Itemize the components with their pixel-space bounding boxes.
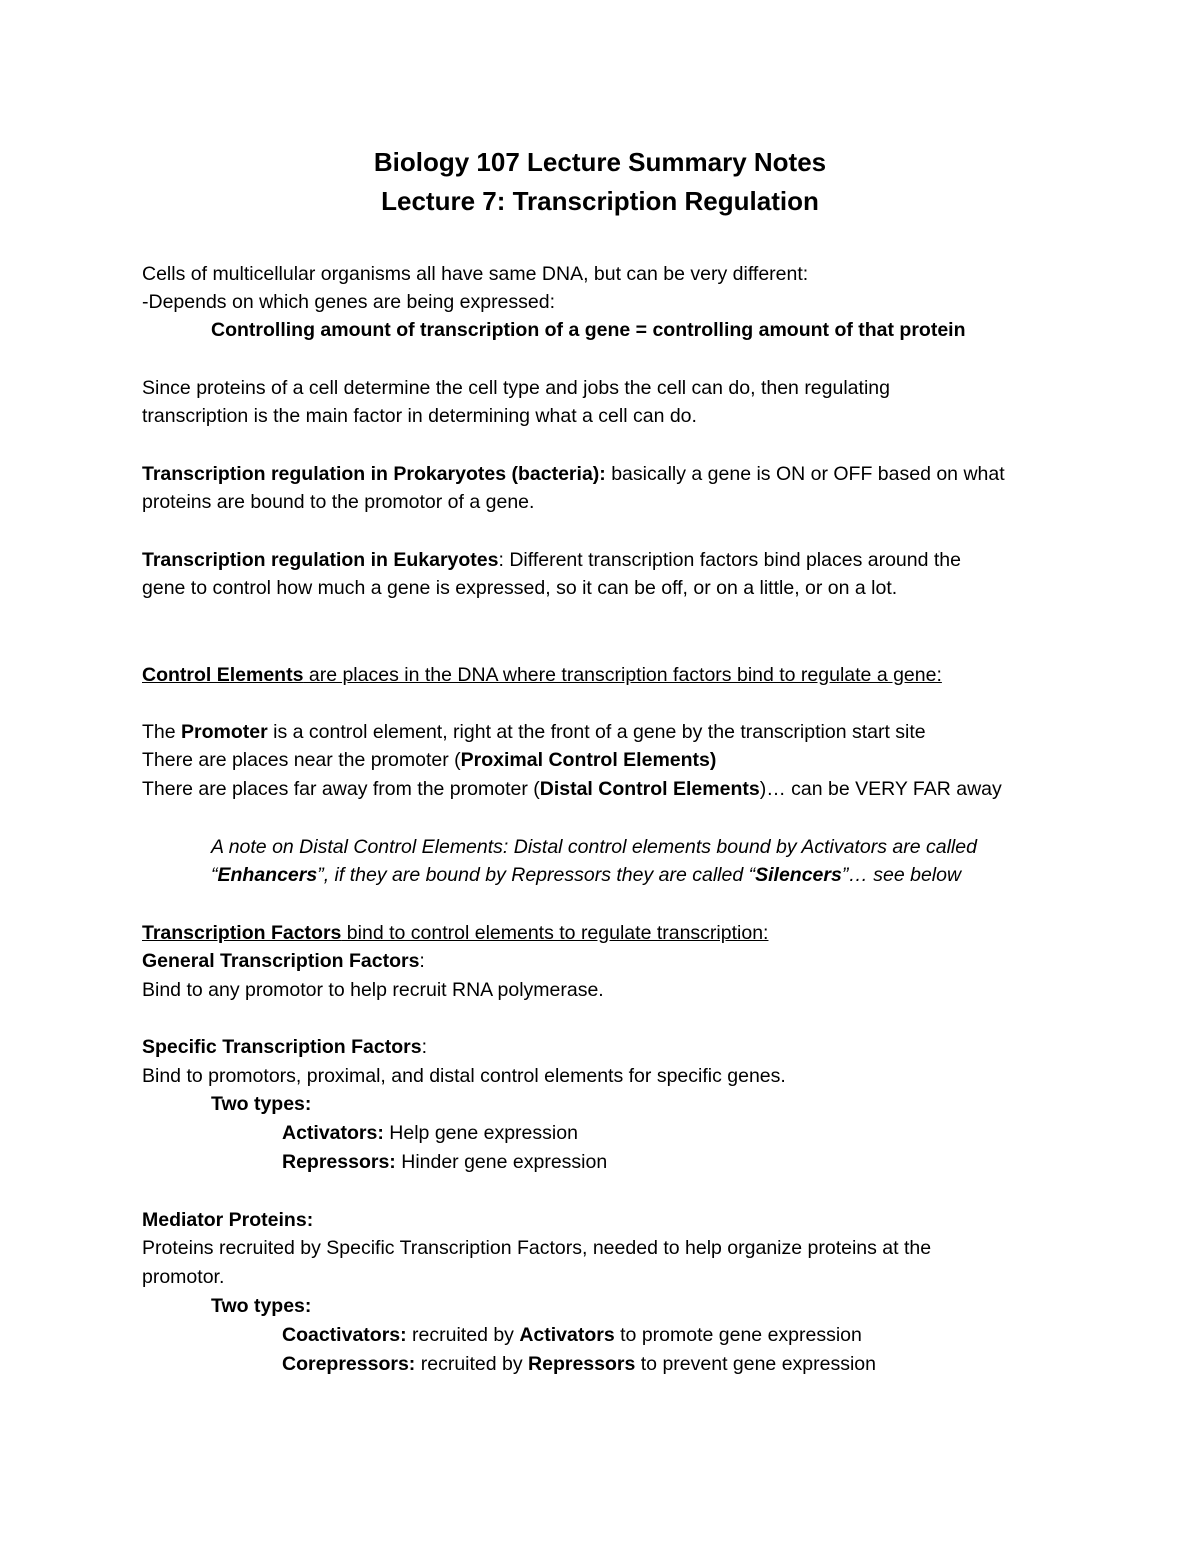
prokaryotes-label: Transcription regulation in Prokaryotes (bacteria): xyxy=(142,463,606,485)
transcription-factors-heading: Transcription Factors bind to control elements to regulate transcription: xyxy=(142,922,769,944)
intro-emphasis: Controlling amount of transcription of a gene = controlling amount of that protein xyxy=(211,319,966,341)
specific-tf-text: Bind to promotors, proximal, and distal control elements for specific genes. xyxy=(142,1065,786,1087)
prokaryotes-line-1: Transcription regulation in Prokaryotes (bacteria): basically a gene is ON or OFF based on what xyxy=(142,463,1005,485)
intro-line-2: -Depends on which genes are being expressed: xyxy=(142,291,556,313)
proximal-line: There are places near the promoter (Proximal Control Elements) xyxy=(142,749,717,771)
note-line-2: “Enhancers”, if they are bound by Repressors they are called “Silencers”… see below xyxy=(211,864,962,886)
distal-line: There are places far away from the promoter (Distal Control Elements)… can be VERY FAR away xyxy=(142,778,1002,800)
since-line-1: Since proteins of a cell determine the cell type and jobs the cell can do, then regulating xyxy=(142,377,890,399)
coactivators-line: Coactivators: recruited by Activators to promote gene expression xyxy=(282,1324,862,1346)
mediator-label: Mediator Proteins: xyxy=(142,1209,314,1231)
control-elements-heading: Control Elements are places in the DNA where transcription factors bind to regulate a gene: xyxy=(142,664,942,686)
prokaryotes-line-2: proteins are bound to the promotor of a gene. xyxy=(142,491,535,513)
promoter-line: The Promoter is a control element, right at the front of a gene by the transcription start site xyxy=(142,721,926,743)
tf-two-types: Two types: xyxy=(211,1093,312,1115)
mediator-line-2: promotor. xyxy=(142,1266,225,1288)
note-line-1: A note on Distal Control Elements: Distal control elements bound by Activators are called xyxy=(211,836,977,858)
corepressors-line: Corepressors: recruited by Repressors to prevent gene expression xyxy=(282,1353,876,1375)
specific-tf-label: Specific Transcription Factors: xyxy=(142,1036,428,1058)
repressors-line: Repressors: Hinder gene expression xyxy=(282,1151,608,1173)
document-subtitle: Lecture 7: Transcription Regulation xyxy=(381,186,819,216)
activators-line: Activators: Help gene expression xyxy=(282,1122,578,1144)
eukaryotes-line-1: Transcription regulation in Eukaryotes: Different transcription factors bind places around the xyxy=(142,549,961,571)
eukaryotes-label: Transcription regulation in Eukaryotes xyxy=(142,549,499,571)
mediator-two-types: Two types: xyxy=(211,1295,312,1317)
intro-line-1: Cells of multicellular organisms all have same DNA, but can be very different: xyxy=(142,263,809,285)
eukaryotes-line-2: gene to control how much a gene is expressed, so it can be off, or on a little, or on a lot. xyxy=(142,577,898,599)
general-tf-text: Bind to any promotor to help recruit RNA polymerase. xyxy=(142,979,604,1001)
general-tf-label: General Transcription Factors: xyxy=(142,950,425,972)
mediator-line-1: Proteins recruited by Specific Transcription Factors, needed to help organize proteins at the xyxy=(142,1237,932,1259)
document-title: Biology 107 Lecture Summary Notes xyxy=(373,147,827,177)
since-line-2: transcription is the main factor in determining what a cell can do. xyxy=(142,405,697,427)
